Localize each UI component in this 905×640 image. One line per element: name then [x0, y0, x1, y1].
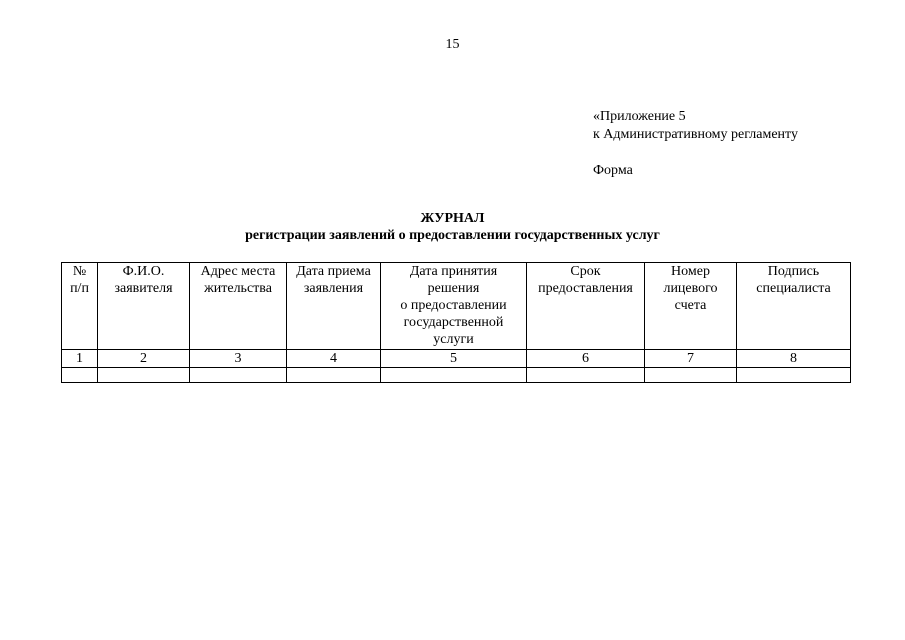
form-label: Форма — [593, 163, 633, 178]
empty-cell — [737, 368, 851, 383]
column-number-cell: 6 — [527, 350, 645, 368]
appendix-title: «Приложение 5 — [593, 109, 686, 124]
header-cell-address: Адрес места жительства — [190, 263, 287, 350]
page-number: 15 — [445, 37, 460, 52]
header-cell-number: № п/п — [62, 263, 98, 350]
header-cell-term: Срок предоставления — [527, 263, 645, 350]
header-cell-signature: Подпись специалиста — [737, 263, 851, 350]
header-cell-decision-date: Дата принятия решения о предоставлении государственной услуги — [381, 263, 527, 350]
header-row — [62, 263, 851, 350]
appendix-block — [593, 108, 798, 180]
column-number-cell: 7 — [645, 350, 737, 368]
empty-cell — [527, 368, 645, 383]
empty-cell — [645, 368, 737, 383]
empty-cell — [190, 368, 287, 383]
column-number-cell: 5 — [381, 350, 527, 368]
document-title: ЖУРНАЛ — [420, 211, 485, 226]
appendix-reference: к Административному регламенту — [593, 127, 798, 142]
empty-cell — [287, 368, 381, 383]
column-number-row — [62, 350, 851, 368]
header-cell-account-number: Номер лицевого счета — [645, 263, 737, 350]
header-cell-receipt-date: Дата приема заявления — [287, 263, 381, 350]
column-number-cell: 4 — [287, 350, 381, 368]
document-subtitle: регистрации заявлений о предоставлении государственных услуг — [245, 228, 660, 243]
column-number-cell: 2 — [98, 350, 190, 368]
column-number-cell: 8 — [737, 350, 851, 368]
header-cell-applicant-name: Ф.И.О. заявителя — [98, 263, 190, 350]
empty-cell — [381, 368, 527, 383]
empty-cell — [98, 368, 190, 383]
column-number-cell: 3 — [190, 350, 287, 368]
journal-table — [61, 262, 851, 383]
empty-entry-row — [62, 368, 851, 383]
column-number-cell: 1 — [62, 350, 98, 368]
empty-cell — [62, 368, 98, 383]
